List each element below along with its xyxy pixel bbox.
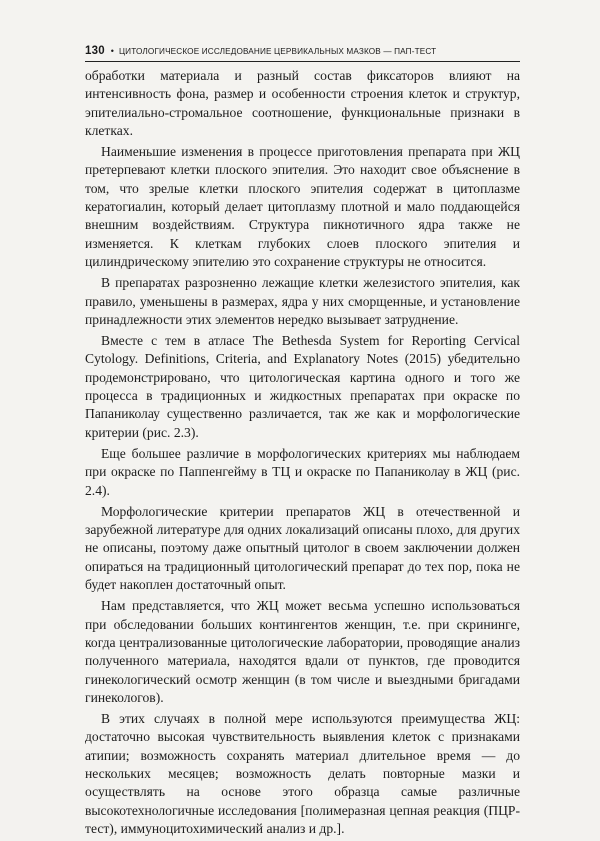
paragraph-4: Вместе с тем в атласе The Bethesda System for Reporting Cervical Cytology. Definitions, Criteria, and Explanatory Notes (2015) убедительно продемонстрировано, что цитологическая картина одного и того же процесса в традиционных и жидкостных препаратах при окраске по Папаниколау существенно различается, так же как и морфологические критерии (рис. 2.3). [85, 333, 520, 440]
paragraph-8: В этих случаях в полной мере используются преимущества ЖЦ: достаточно высокая чувствительность выявления клеток с признаками атипии; возможность сохранять материал длительное время — до нескольких месяцев; возможность делать повторные мазки и осуществлять на основе этого образца самые различные высокотехнологичные исследования [полимеразная цепная реакция (ПЦР-тест), иммуноцитохимический анализ и др.]. [85, 711, 520, 836]
paragraph-6: Морфологические критерии препаратов ЖЦ в отечественной и зарубежной литературе для одних локализаций описаны плохо, для других не описаны, поэтому даже опытный цитолог в своем заключении должен опираться на традиционный цитологический препарат до тех пор, пока не будет накоплен достаточный опыт. [85, 503, 520, 593]
paragraph-5: Еще большее различие в морфологических критериях мы наблюдаем при окраске по Паппенгейму в ТЦ и окраске по Папаниколау в ЖЦ (рис. 2.4). [85, 445, 520, 498]
paragraph-3: В препаратах разрозненно лежащие клетки железистого эпителия, как правило, уменьшены в размерах, ядра у них сморщенные, и установление принадлежности этих элементов нередко вызывает затруднение. [85, 275, 520, 327]
paragraph-2: Наименьшие изменения в процессе приготовления препарата при ЖЦ претерпевают клетки плоского эпителия. Это находит свое объяснение в том, что зрелые клетки плоского эпителия содержат в цитоплазме кератогиалин, который делает цитоплазму плотной и мало поддающейся внешним воздействиям. Структура пикнотичного ядра также не изменяется. К клеткам глубоких слоев плоского эпителия и цилиндрическому эпителию это сохранение структуры не относится. [85, 144, 520, 269]
page-number: 130 [85, 45, 105, 57]
paragraph-1: обработки материала и разный состав фиксаторов влияют на интенсивность фона, размер и особенности строения клеток и структур, эпителиально-стромальное соотношение, функциональные признаки в клетках. [85, 68, 520, 138]
header-rule [85, 61, 520, 62]
header-bullet: • [110, 46, 114, 56]
paragraph-7: Нам представляется, что ЖЦ может весьма успешно использоваться при обследовании больших контингентов женщин, т.е. при скрининге, когда централизованные цитологические лаборатории, проводящие анализ полученного материала, находятся вдали от пунктов, где проводится гинекологический осмотр женщин (в том числе и выездными бригадами гинекологов). [85, 598, 520, 705]
body-text [85, 67, 520, 841]
running-title: ЦИТОЛОГИЧЕСКОЕ ИССЛЕДОВАНИЕ ЦЕРВИКАЛЬНЫХ МАЗКОВ — ПАП-ТЕСТ [118, 47, 437, 56]
